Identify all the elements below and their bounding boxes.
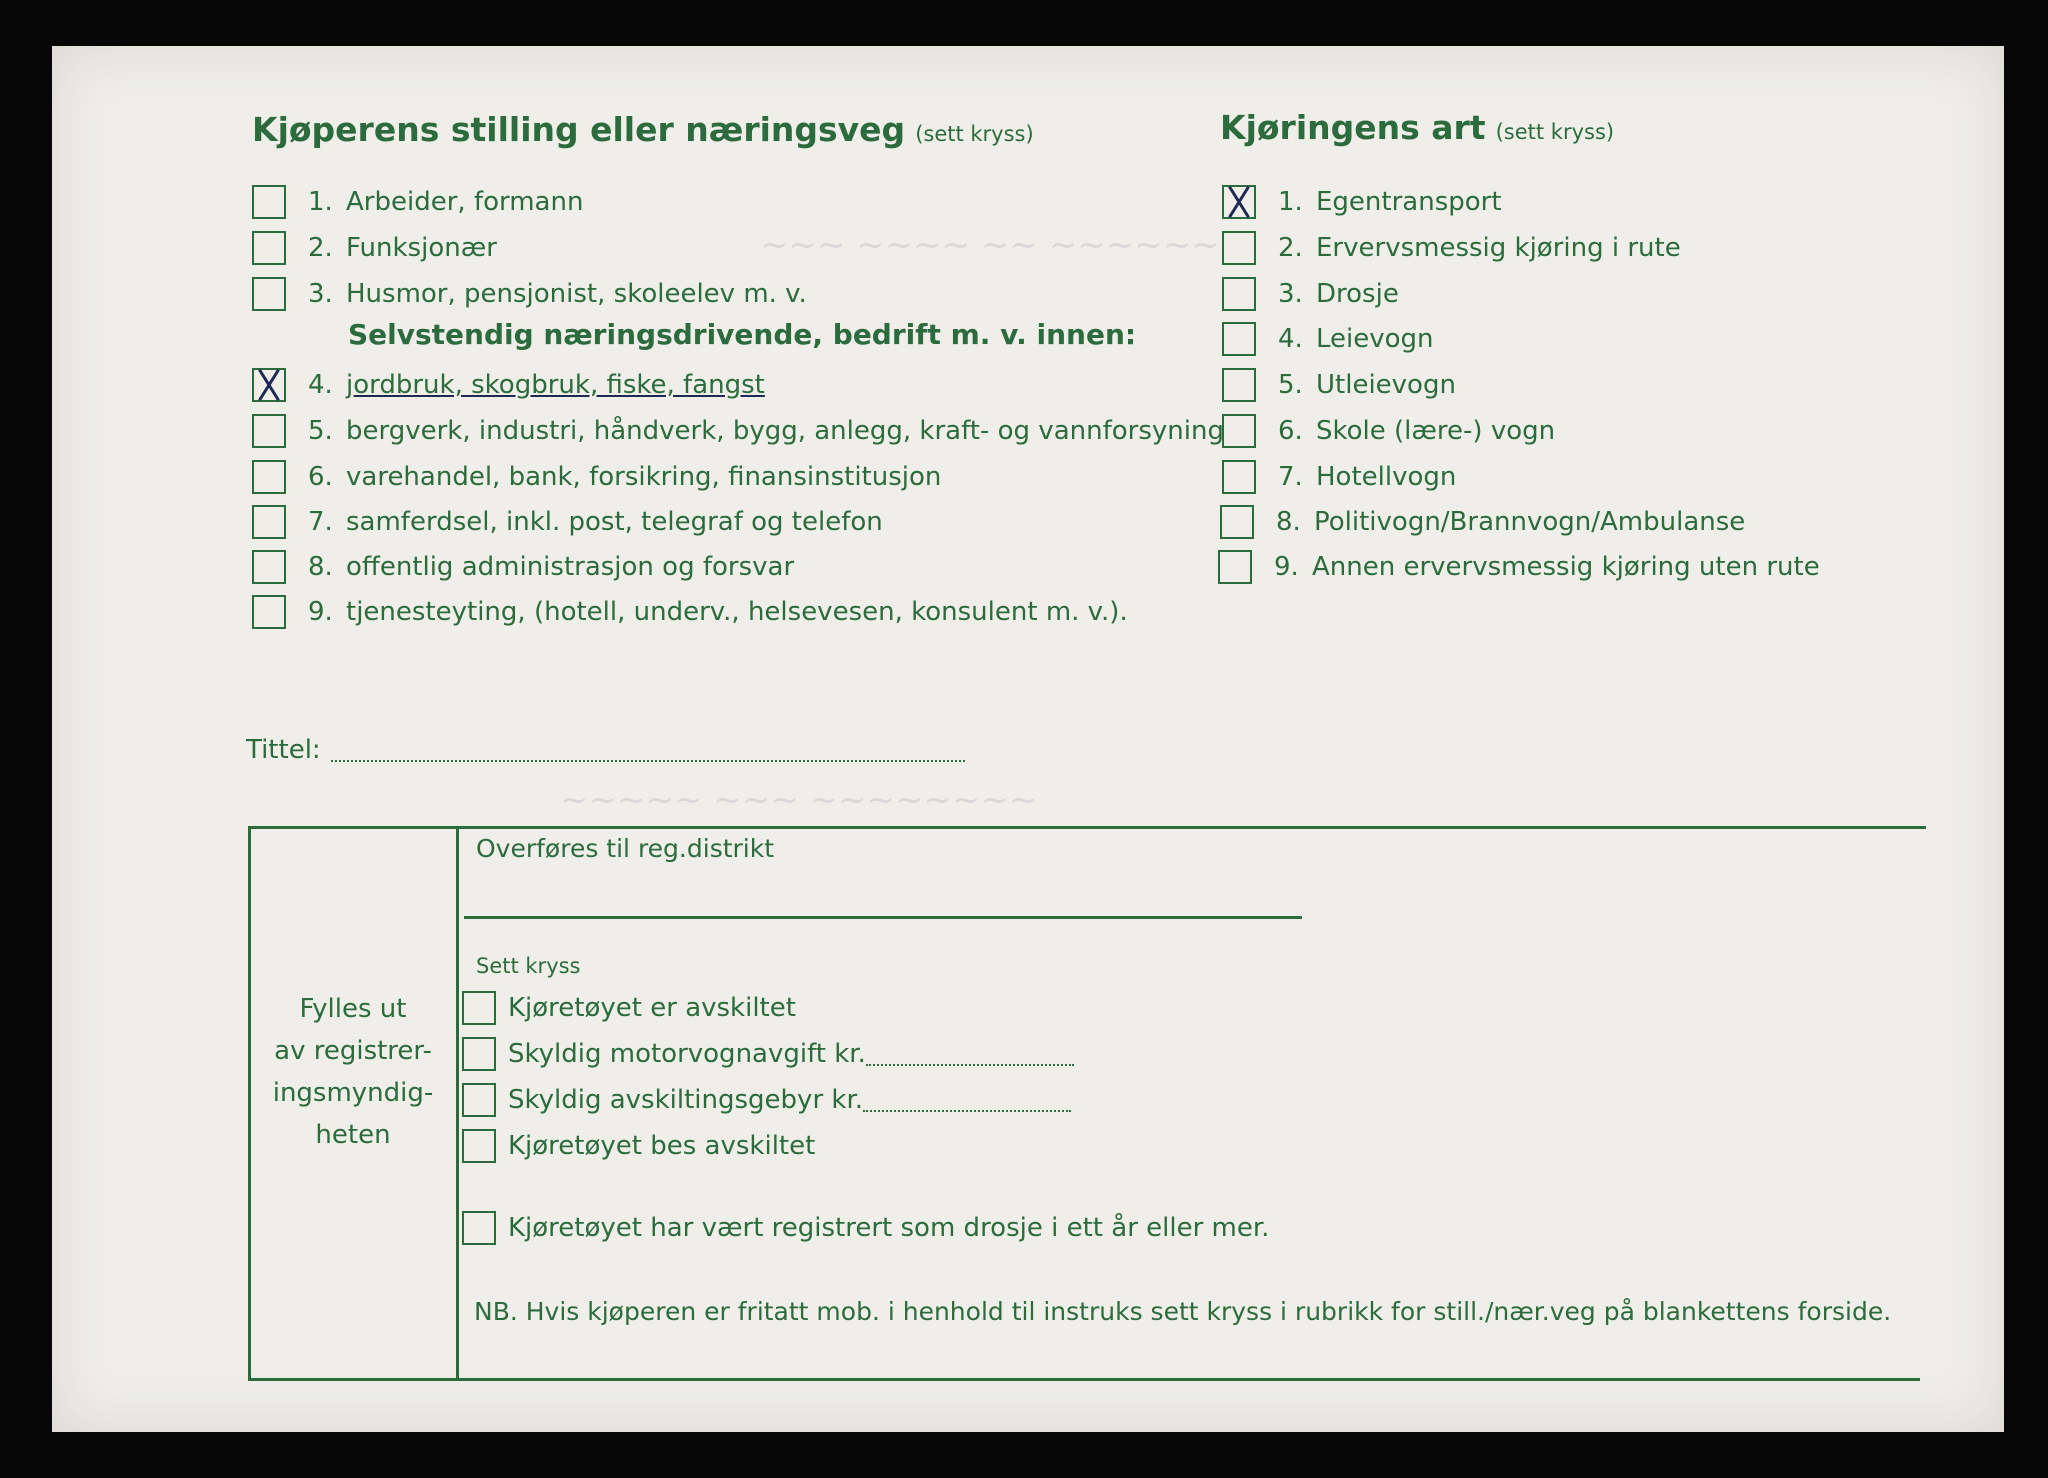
checkbox[interactable] <box>252 505 286 539</box>
right-option-4[interactable] <box>1222 319 1434 359</box>
checkbox[interactable] <box>462 1211 496 1245</box>
option-label: Egentransport <box>1316 187 1502 217</box>
checkbox[interactable] <box>1222 368 1256 402</box>
option-number: 8. <box>1276 507 1301 537</box>
checkbox[interactable] <box>1222 231 1256 265</box>
checkbox-checked[interactable] <box>252 368 286 402</box>
registry-option-motorvognavgift[interactable] <box>462 1034 1074 1074</box>
registry-side-label <box>250 988 456 1156</box>
option-label: Skyldig motorvognavgift kr. <box>508 1039 866 1069</box>
left-option-4[interactable] <box>252 365 765 405</box>
left-option-8[interactable] <box>252 547 794 587</box>
option-number: 3. <box>308 279 333 309</box>
option-number: 6. <box>308 462 333 492</box>
side-label-line: Fylles ut <box>299 994 407 1024</box>
right-option-2[interactable] <box>1222 228 1681 268</box>
registry-box-bottom-border <box>248 1378 1920 1381</box>
checkbox-checked[interactable] <box>1222 185 1256 219</box>
checkbox[interactable] <box>462 1037 496 1071</box>
option-label: bergverk, industri, håndverk, bygg, anlegg, kraft- og vannforsyning <box>346 416 1224 446</box>
registry-option-bes-avskiltet[interactable] <box>462 1126 815 1166</box>
option-label: Ervervsmessig kjøring i rute <box>1316 233 1681 263</box>
right-option-3[interactable] <box>1222 274 1399 314</box>
bleed-through-text: ~~~ ~~~~ ~~ ~~~~~~ <box>760 225 1220 265</box>
checkbox[interactable] <box>252 277 286 311</box>
right-option-1[interactable] <box>1222 182 1502 222</box>
checkbox[interactable] <box>252 231 286 265</box>
option-number: 4. <box>308 370 333 400</box>
option-number: 2. <box>1278 233 1303 263</box>
registry-box-divider <box>456 828 459 1378</box>
right-option-5[interactable] <box>1222 365 1456 405</box>
checkbox[interactable] <box>1222 322 1256 356</box>
option-number: 7. <box>1278 462 1303 492</box>
registry-option-drosje[interactable] <box>462 1208 1269 1248</box>
left-option-7[interactable] <box>252 502 883 542</box>
option-number: 2. <box>308 233 333 263</box>
option-number: 8. <box>308 552 333 582</box>
transfer-label: Overføres til reg.distrikt <box>476 833 775 863</box>
checkbox[interactable] <box>252 595 286 629</box>
checkbox[interactable] <box>1222 414 1256 448</box>
checkbox[interactable] <box>1222 277 1256 311</box>
left-option-6[interactable] <box>252 457 941 497</box>
tittel-dotted-line[interactable] <box>331 738 965 762</box>
left-option-2[interactable] <box>252 228 497 268</box>
option-label: Utleievogn <box>1316 370 1456 400</box>
registry-option-avskiltet[interactable] <box>462 988 796 1028</box>
right-option-7[interactable] <box>1222 457 1456 497</box>
option-label: tjenesteyting, (hotell, underv., helsevesen, konsulent m. v.). <box>346 597 1128 627</box>
option-number: 7. <box>308 507 333 537</box>
option-label: Skyldig avskiltingsgebyr kr. <box>508 1085 864 1115</box>
checkbox[interactable] <box>252 460 286 494</box>
checkbox[interactable] <box>1220 505 1254 539</box>
transfer-field-line[interactable] <box>464 916 1302 919</box>
bleed-through-text: ~~~~~ ~~~ ~~~~~~~~ <box>560 780 1038 820</box>
option-label: Husmor, pensjonist, skoleelev m. v. <box>346 279 807 309</box>
checkbox[interactable] <box>252 185 286 219</box>
option-label: Arbeider, formann <box>346 187 584 217</box>
left-option-3[interactable] <box>252 274 807 314</box>
option-number: 5. <box>308 416 333 446</box>
checkbox[interactable] <box>1218 550 1252 584</box>
right-option-6[interactable] <box>1222 411 1555 451</box>
option-label: Funksjonær <box>346 233 497 263</box>
left-title-text: Kjøperens stilling eller næringsveg <box>252 110 906 149</box>
tittel-field[interactable] <box>246 730 965 770</box>
self-employed-subheading: Selvstendig næringsdrivende, bedrift m. v. innen: <box>348 318 1137 351</box>
option-label: Hotellvogn <box>1316 462 1457 492</box>
checkbox[interactable] <box>252 414 286 448</box>
right-option-9[interactable] <box>1218 547 1820 587</box>
option-label: Skole (lære-) vogn <box>1316 416 1556 446</box>
checkbox[interactable] <box>462 991 496 1025</box>
option-number: 5. <box>1278 370 1303 400</box>
right-title-text: Kjøringens art <box>1220 108 1486 147</box>
checkbox[interactable] <box>252 550 286 584</box>
side-label-line: av registrer- <box>274 1036 432 1066</box>
option-label: samferdsel, inkl. post, telegraf og telefon <box>346 507 883 537</box>
left-section-title <box>252 110 1034 149</box>
option-label: offentlig administrasjon og forsvar <box>346 552 795 582</box>
option-label: Politivogn/Brannvogn/Ambulanse <box>1314 507 1746 537</box>
option-number: 6. <box>1278 416 1303 446</box>
right-option-8[interactable] <box>1220 502 1745 542</box>
left-option-1[interactable] <box>252 182 583 222</box>
option-label: Kjøretøyet er avskiltet <box>508 993 796 1023</box>
side-label-line: heten <box>315 1120 391 1150</box>
option-number: 1. <box>1278 187 1303 217</box>
option-label: Annen ervervsmessig kjøring uten rute <box>1312 552 1820 582</box>
option-number: 4. <box>1278 324 1303 354</box>
side-label-line: ingsmyndig- <box>272 1078 434 1108</box>
right-title-note: (sett kryss) <box>1495 120 1615 144</box>
option-number: 9. <box>308 597 333 627</box>
option-label: Leievogn <box>1316 324 1434 354</box>
amount-dotted-line[interactable] <box>866 1042 1074 1066</box>
amount-dotted-line[interactable] <box>863 1088 1071 1112</box>
tittel-label: Tittel: <box>246 735 321 765</box>
right-section-title <box>1220 108 1614 147</box>
nb-note: NB. Hvis kjøperen er fritatt mob. i henhold til instruks sett kryss i rubrikk for still./nær.veg på blankettens forside. <box>474 1296 1892 1326</box>
option-label: Kjøretøyet har vært registrert som drosje i ett år eller mer. <box>508 1213 1270 1243</box>
left-option-5[interactable] <box>252 411 1224 451</box>
left-option-9[interactable] <box>252 592 1128 632</box>
sett-kryss-label: Sett kryss <box>476 954 581 978</box>
option-number: 9. <box>1274 552 1299 582</box>
option-label: jordbruk, skogbruk, fiske, fangst <box>346 370 765 400</box>
option-label: Kjøretøyet bes avskiltet <box>508 1131 816 1161</box>
left-title-note: (sett kryss) <box>915 122 1034 146</box>
option-number: 3. <box>1278 279 1303 309</box>
option-label: varehandel, bank, forsikring, finansinstitusjon <box>346 462 942 492</box>
checkbox[interactable] <box>462 1083 496 1117</box>
option-label: Drosje <box>1316 279 1399 309</box>
registry-option-avskiltingsgebyr[interactable] <box>462 1080 1071 1120</box>
option-number: 1. <box>308 187 333 217</box>
checkbox[interactable] <box>1222 460 1256 494</box>
checkbox[interactable] <box>462 1129 496 1163</box>
